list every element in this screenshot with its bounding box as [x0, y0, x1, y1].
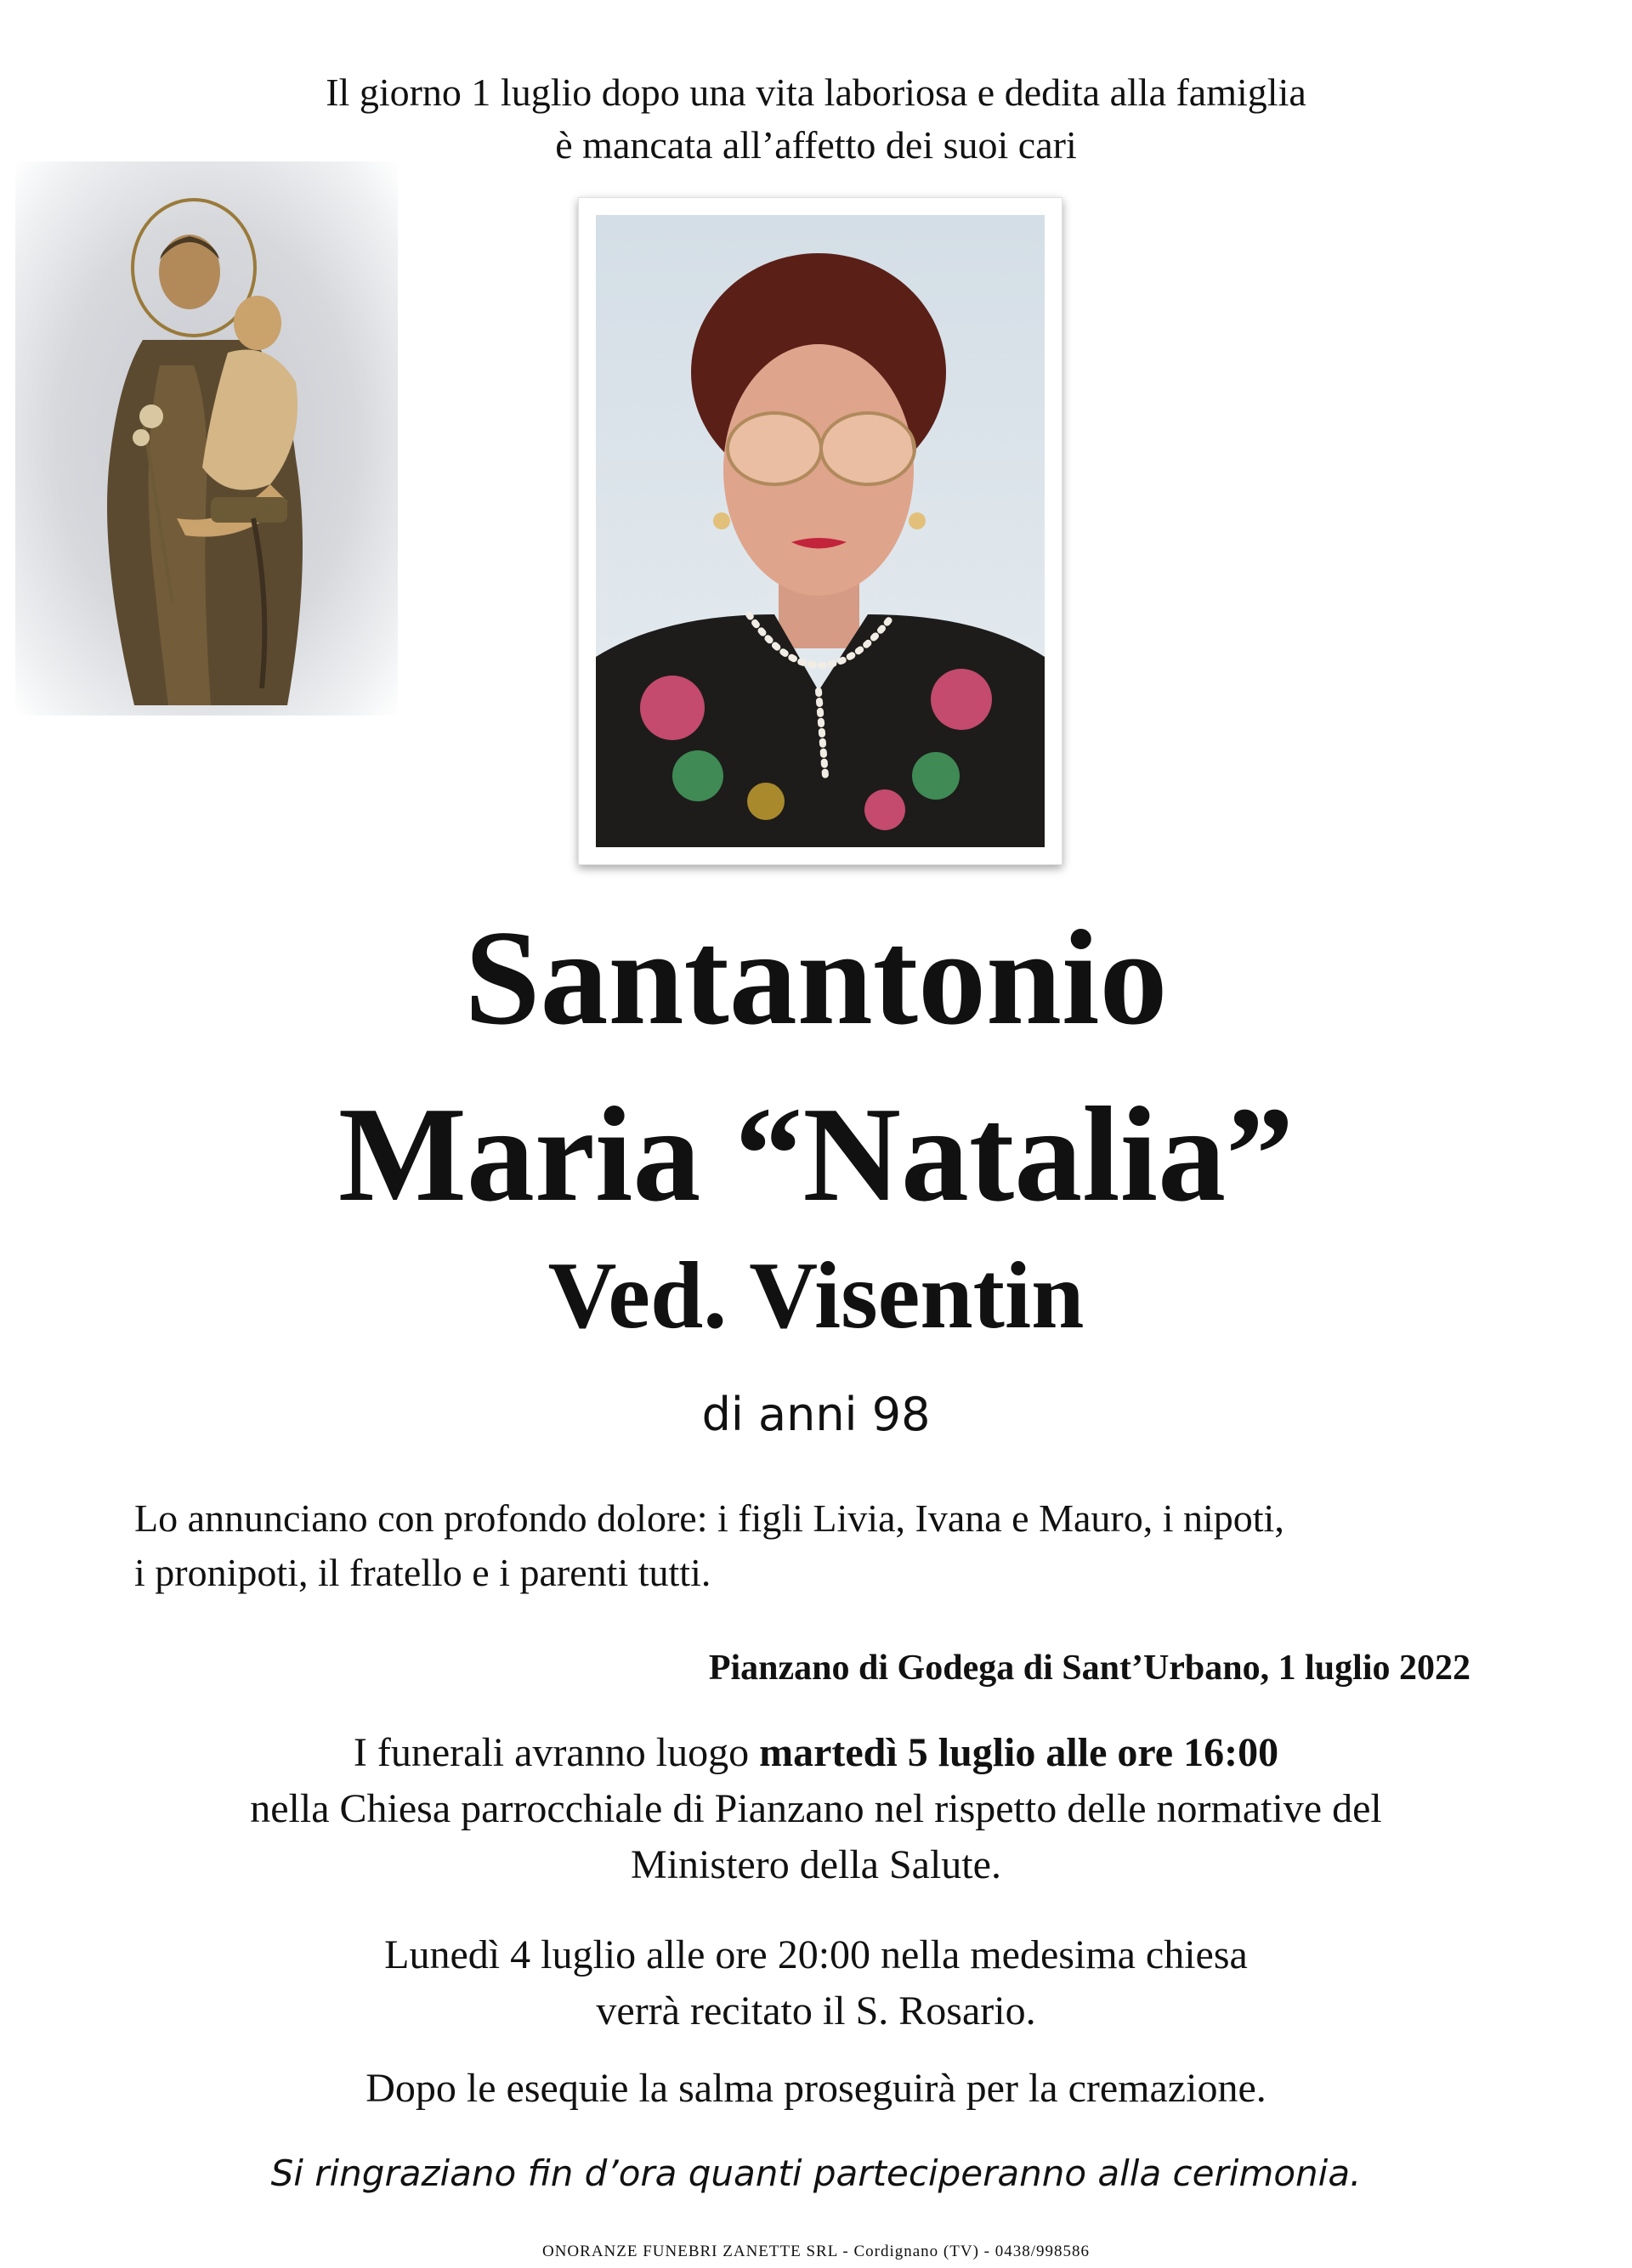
portrait-frame	[578, 197, 1062, 865]
intro-line-2: è mancata all’affetto dei suoi cari	[555, 123, 1077, 167]
intro-line-1: Il giorno 1 luglio dopo una vita laboriosa e dedita alla famiglia	[326, 71, 1306, 114]
funeral-line-2: nella Chiesa parrocchiale di Pianzano nel rispetto delle normative del	[250, 1786, 1382, 1831]
place-date: Pianzano di Godega di Sant’Urbano, 1 luglio 2022	[708, 1649, 1470, 1688]
announcement-text	[134, 1491, 1528, 1600]
portrait-photo-icon	[596, 215, 1045, 847]
thanks-note: Si ringraziano fin d’ora quanti parteciperanno alla cerimonia.	[270, 2152, 1362, 2194]
deceased-widow-of: Ved. Visentin	[547, 1243, 1085, 1349]
rosary-line-1: Lunedì 4 luglio alle ore 20:00 nella medesima chiesa	[384, 1932, 1248, 1977]
rosary-info	[0, 1927, 1632, 2039]
announcement-line-2: i pronipoti, il fratello e i parenti tutti.	[134, 1551, 711, 1594]
footer-funeral-home: ONORANZE FUNEBRI ZANETTE SRL - Cordignano (TV) - 0438/998586	[541, 2243, 1091, 2260]
funeral-prefix: I funerali avranno luogo	[353, 1730, 760, 1775]
cremation-note: Dopo le esequie la salma proseguirà per la cremazione.	[366, 2066, 1266, 2111]
deceased-age: di anni 98	[701, 1388, 931, 1441]
deceased-given-name: Maria “Natalia”	[337, 1078, 1295, 1230]
funeral-info	[0, 1725, 1632, 1893]
rosary-line-2: verrà recitato il S. Rosario.	[596, 1988, 1036, 2033]
deceased-surname: Santantonio	[464, 902, 1168, 1053]
announcement-line-1: Lo annunciano con profondo dolore: i figli Livia, Ivana e Mauro, i nipoti,	[134, 1496, 1284, 1540]
funeral-line-1	[0, 1725, 1632, 1781]
intro-text	[0, 66, 1632, 172]
saint-anthony-statue-icon	[15, 161, 398, 715]
funeral-line-3: Ministero della Salute.	[631, 1842, 1001, 1887]
saint-statue-image	[15, 161, 398, 715]
funeral-datetime: martedì 5 luglio alle ore 16:00	[759, 1730, 1279, 1775]
